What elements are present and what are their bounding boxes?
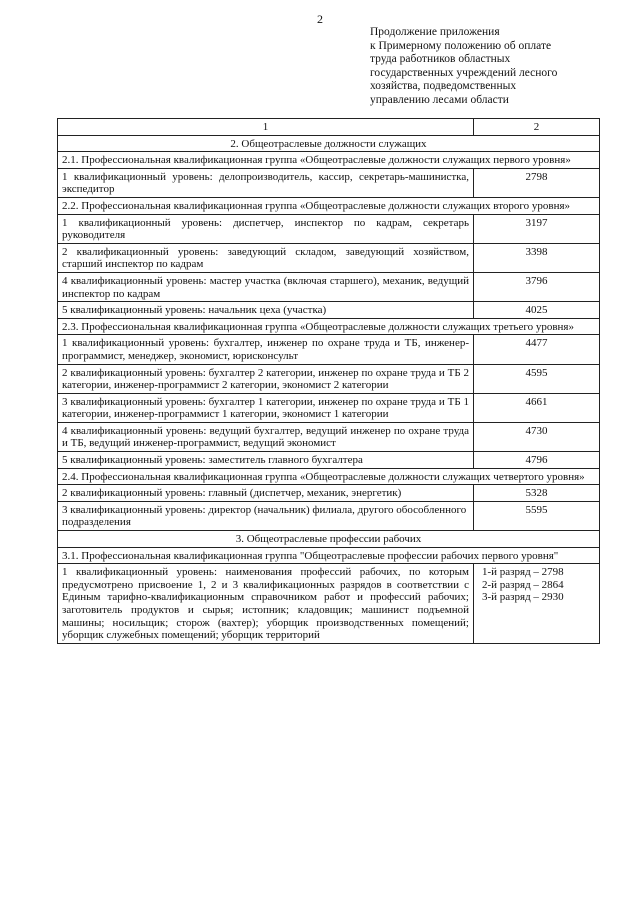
level-description: 1 квалификационный уровень: бухгалтер, инженер по охране труда и ТБ, инженер-программист, менеджер, экономист, юрисконсульт xyxy=(58,335,474,364)
group-row xyxy=(58,468,600,485)
header-line: государственных учреждений лесного xyxy=(370,66,558,79)
salary-value: 4477 xyxy=(474,335,600,364)
section-title: 2. Общеотраслевые должности служащих xyxy=(58,135,600,152)
page-number: 2 xyxy=(317,12,323,26)
rank-value: 2-й разряд – 2864 xyxy=(482,578,564,591)
salary-value: 3197 xyxy=(474,214,600,243)
group-title: 2.3. Профессиональная квалификационная группа «Общеотраслевые должности служащих третьего уровня» xyxy=(58,318,600,335)
level-description: 3 квалификационный уровень: директор (начальник) филиала, другого обособленного подразделения xyxy=(58,501,474,530)
level-description: 5 квалификационный уровень: заместитель главного бухгалтера xyxy=(58,452,474,469)
column-header-2: 2 xyxy=(474,119,600,136)
table-row xyxy=(58,364,600,393)
table-row xyxy=(58,243,600,272)
section-title: 3. Общеотраслевые профессии рабочих xyxy=(58,531,600,548)
level-description: 5 квалификационный уровень: начальник цеха (участка) xyxy=(58,302,474,319)
group-row xyxy=(58,547,600,564)
rank-values xyxy=(474,564,600,644)
table-row xyxy=(58,564,600,644)
table-row xyxy=(58,168,600,197)
section-row xyxy=(58,531,600,548)
table-header-row xyxy=(58,119,600,136)
appendix-header xyxy=(370,26,620,107)
group-title: 2.1. Профессиональная квалификационная группа «Общеотраслевые должности служащих первого уровня» xyxy=(58,152,600,169)
level-description: 2 квалификационный уровень: бухгалтер 2 категории, инженер по охране труда и ТБ 2 категории, инженер-программист 2 категории, экономист 2 категории xyxy=(58,364,474,393)
group-title: 2.2. Профессиональная квалификационная группа «Общеотраслевые должности служащих второго уровня» xyxy=(58,197,600,214)
table-row xyxy=(58,485,600,502)
rank-value: 3-й разряд – 2930 xyxy=(482,591,564,604)
table-row xyxy=(58,452,600,469)
level-description: 3 квалификационный уровень: бухгалтер 1 категории, инженер по охране труда и ТБ 1 категории, инженер-программист 1 категории, экономист 1 категории xyxy=(58,393,474,422)
level-description: 2 квалификационный уровень: главный (диспетчер, механик, энергетик) xyxy=(58,485,474,502)
rank-value: 1-й разряд – 2798 xyxy=(482,566,564,579)
level-description: 1 квалификационный уровень: наименования профессий рабочих, по которым предусмотрено присвоение 1, 2 и 3 квалификационных разрядов в соответствии с Единым тарифно-квалификационным справочником работ и профессий рабочих; заготовитель продуктов и сырья; истопник; кладовщик; машинист подъемной машины; носильщик; сторож (вахтер); уборщик производственных помещений; уборщик служебных помещений; уборщик территорий xyxy=(58,564,474,644)
salary-value: 4796 xyxy=(474,452,600,469)
salary-value: 5328 xyxy=(474,485,600,502)
table-row xyxy=(58,335,600,364)
group-row xyxy=(58,152,600,169)
level-description: 1 квалификационный уровень: диспетчер, инспектор по кадрам, секретарь руководителя xyxy=(58,214,474,243)
salary-table xyxy=(57,118,600,644)
salary-value: 4025 xyxy=(474,302,600,319)
header-line: к Примерному положению об оплате xyxy=(370,39,552,52)
table-row xyxy=(58,422,600,451)
table-row xyxy=(58,272,600,301)
level-description: 2 квалификационный уровень: заведующий складом, заведующий хозяйством, старший инспектор по кадрам xyxy=(58,243,474,272)
salary-value: 4595 xyxy=(474,364,600,393)
group-row xyxy=(58,318,600,335)
salary-value: 4661 xyxy=(474,393,600,422)
group-title: 3.1. Профессиональная квалификационная группа "Общеотраслевые профессии рабочих первого уровня" xyxy=(58,547,600,564)
salary-value: 5595 xyxy=(474,501,600,530)
header-line: хозяйства, подведомственных xyxy=(370,80,517,92)
section-row xyxy=(58,135,600,152)
salary-value: 2798 xyxy=(474,168,600,197)
level-description: 4 квалификационный уровень: ведущий бухгалтер, ведущий инженер по охране труда и ТБ, ведущий инженер-программист, ведущий экономист xyxy=(58,422,474,451)
group-row xyxy=(58,197,600,214)
table-row xyxy=(58,214,600,243)
header-line: труда работников областных xyxy=(370,53,511,65)
salary-value: 4730 xyxy=(474,422,600,451)
group-title: 2.4. Профессиональная квалификационная группа «Общеотраслевые должности служащих четвертого уровня» xyxy=(58,468,600,485)
table-row xyxy=(58,393,600,422)
salary-value: 3398 xyxy=(474,243,600,272)
table-row xyxy=(58,501,600,530)
salary-value: 3796 xyxy=(474,272,600,301)
table-row xyxy=(58,302,600,319)
level-description: 4 квалификационный уровень: мастер участка (включая старшего), механик, ведущий инспектор по кадрам xyxy=(58,272,474,301)
header-line: Продолжение приложения xyxy=(370,26,500,38)
level-description: 1 квалификационный уровень: делопроизводитель, кассир, секретарь-машинистка, экспедитор xyxy=(58,168,474,197)
header-line: управлению лесами области xyxy=(370,93,509,106)
column-header-1: 1 xyxy=(58,119,474,136)
